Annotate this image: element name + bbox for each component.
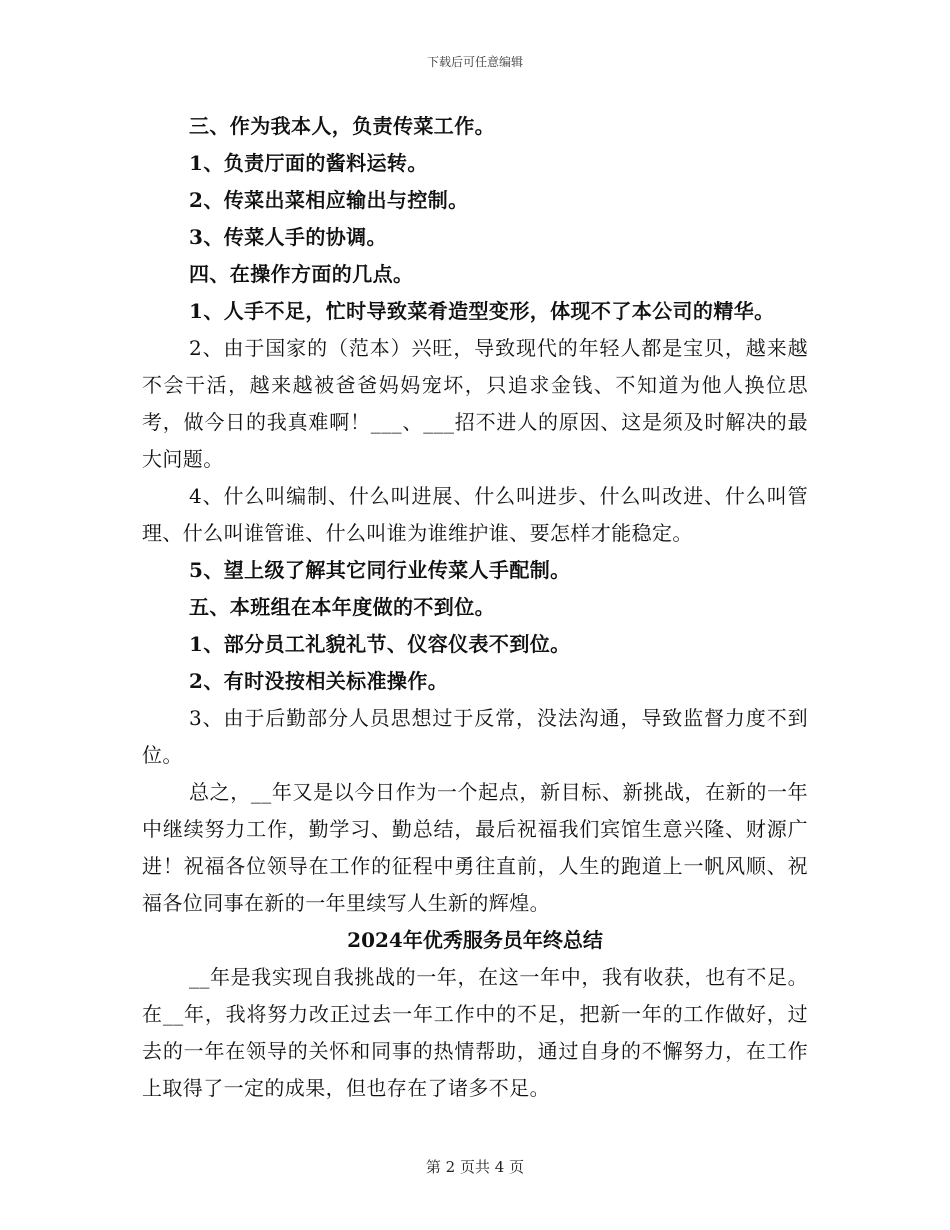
section-heading-four: 四、在操作方面的几点。	[189, 262, 414, 286]
body-paragraph: 4、什么叫编制、什么叫进展、什么叫进步、什么叫改进、什么叫管理、什么叫谁管谁、什么叫谁为谁维护谁、要怎样才能稳定。	[142, 484, 808, 545]
section-title: 2024年优秀服务员年终总结	[347, 928, 603, 952]
page-header: 下载后可任意编辑	[426, 55, 523, 69]
list-item: 1、人手不足，忙时导致菜肴造型变形，体现不了本公司的精华。	[189, 299, 775, 323]
body-paragraph: 2、由于国家的（范本）兴旺，导致现代的年轻人都是宝贝，越来越不会干活，越来越被爸爸妈妈宠坏，只追求金钱、不知道为他人换位思考，做今日的我真难啊！___、___招不进人的原因、这是须及时解决的最大问题。	[142, 336, 808, 471]
list-item: 1、部分员工礼貌礼节、仪容仪表不到位。	[189, 632, 571, 656]
summary-paragraph: 总之，__年又是以今日作为一个起点，新目标、新挑战，在新的一年中继续努力工作，勤学习、勤总结，最后祝福我们宾馆生意兴隆、财源广进！祝福各位领导在工作的征程中勇往直前，人生的跑道上一帆风顺、祝福各位同事在新的一年里续写人生新的辉煌。	[142, 780, 808, 915]
list-item: 1、负责厅面的酱料运转。	[189, 151, 428, 175]
body-paragraph: 3、由于后勤部分人员思想过于反常，没法沟通，导致监督力度不到位。	[142, 706, 808, 767]
list-item: 5、望上级了解其它同行业传菜人手配制。	[189, 558, 571, 582]
list-item: 3、传菜人手的协调。	[189, 225, 387, 249]
list-item: 2、有时没按相关标准操作。	[189, 669, 449, 693]
section-heading-five: 五、本班组在本年度做的不到位。	[189, 595, 495, 619]
section-heading-three: 三、作为我本人，负责传菜工作。	[189, 114, 495, 138]
closing-paragraph: __年是我实现自我挑战的一年，在这一年中，我有收获，也有不足。在__年，我将努力改正过去一年工作中的不足，把新一年的工作做好，过去的一年在领导的关怀和同事的热情帮助，通过自身的不懈努力，在工作上取得了一定的成果，但也存在了诸多不足。	[142, 965, 808, 1100]
list-item: 2、传菜出菜相应输出与控制。	[189, 188, 469, 212]
document-body	[142, 108, 808, 1107]
page-footer: 第 2 页共 4 页	[425, 1158, 525, 1176]
